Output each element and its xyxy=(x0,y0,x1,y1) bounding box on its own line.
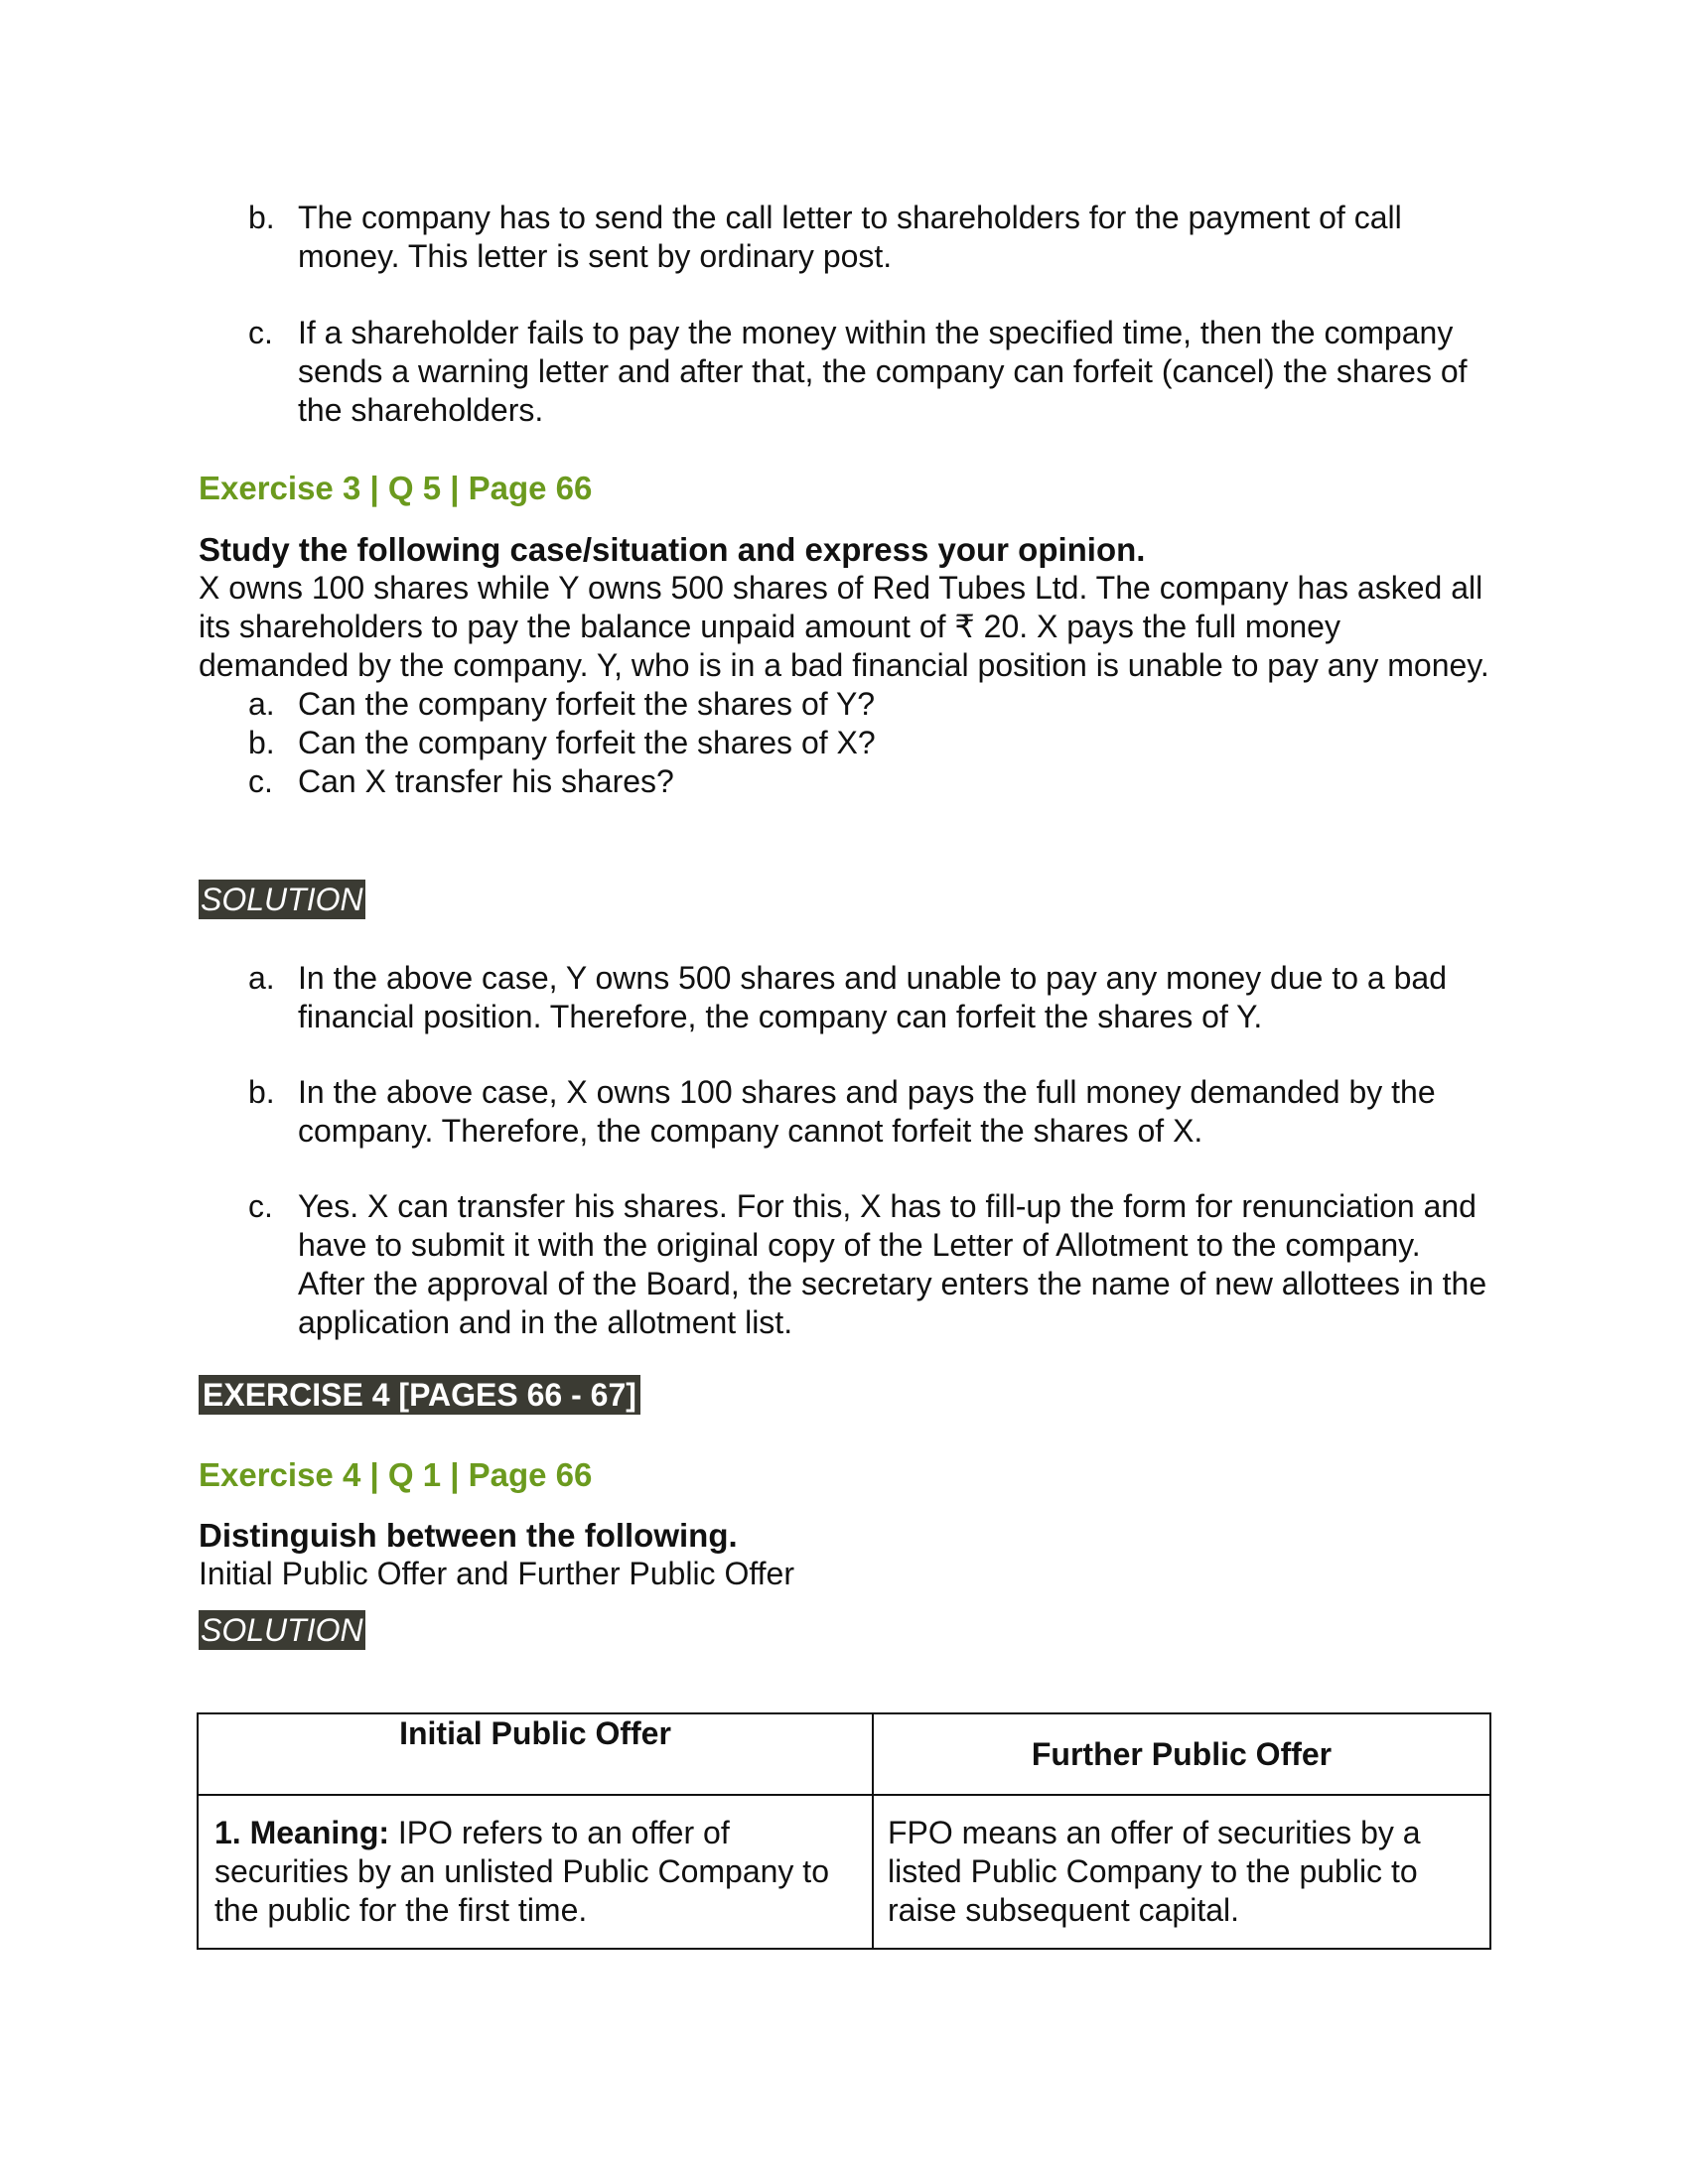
list-marker: c. xyxy=(248,1188,273,1224)
top-list xyxy=(199,199,1489,430)
table-cell xyxy=(198,1795,873,1949)
list-marker: b. xyxy=(248,1074,275,1110)
list-item xyxy=(199,685,1489,724)
cell-text: IPO refers to an offer of securities by an unlisted Public Company to the public for the first time. xyxy=(214,1815,829,1928)
list-text: Can X transfer his shares? xyxy=(298,763,674,799)
comparison-table xyxy=(197,1712,1491,1950)
exercise-4-question xyxy=(199,1516,1489,1593)
row-label: 1. Meaning: xyxy=(214,1815,390,1850)
list-marker: b. xyxy=(248,725,275,760)
table-header-row xyxy=(198,1713,1490,1795)
list-text: In the above case, X owns 100 shares and pays the full money demanded by the company. Therefore, the company cannot forfeit the shares of X. xyxy=(298,1074,1436,1149)
list-marker: a. xyxy=(248,960,275,996)
table-cell: FPO means an offer of securities by a listed Public Company to the public to raise subsequent capital. xyxy=(873,1795,1490,1949)
list-item xyxy=(199,724,1489,762)
list-marker: c. xyxy=(248,315,273,350)
table-header-cell: Initial Public Offer xyxy=(198,1713,873,1795)
list-text: If a shareholder fails to pay the money within the specified time, then the company sends a warning letter and after that, the company can forfeit (cancel) the shares of the shareholders. xyxy=(298,315,1468,428)
list-item xyxy=(199,199,1489,276)
list-text: The company has to send the call letter to shareholders for the payment of call money. This letter is sent by ordinary post. xyxy=(298,200,1402,274)
list-item xyxy=(199,959,1489,1036)
exercise-4-banner: EXERCISE 4 [PAGES 66 - 67] xyxy=(199,1375,640,1415)
list-text: Yes. X can transfer his shares. For this, X has to fill-up the form for renunciation and have to submit it with the original copy of the Letter of Allotment to the company. After the approval of the Board, the secretary enters the name of new allottees in the application and in the allotment list. xyxy=(298,1188,1487,1340)
exercise-3-heading: Exercise 3 | Q 5 | Page 66 xyxy=(199,470,593,506)
list-marker: a. xyxy=(248,686,275,722)
list-marker: c. xyxy=(248,763,273,799)
question-title: Distinguish between the following. xyxy=(199,1517,738,1554)
list-text: In the above case, Y owns 500 shares and unable to pay any money due to a bad financial position. Therefore, the company can forfeit the shares of Y. xyxy=(298,960,1447,1034)
table-row xyxy=(198,1795,1490,1949)
exercise-4-heading: Exercise 4 | Q 1 | Page 66 xyxy=(199,1456,593,1493)
question-body: X owns 100 shares while Y owns 500 shares of Red Tubes Ltd. The company has asked all its shareholders to pay the balance unpaid amount of ₹ 20. X pays the full money demanded by the company. Y, who is in a bad financial position is unable to pay any money. xyxy=(199,570,1489,683)
list-item xyxy=(199,314,1489,430)
answer-list xyxy=(199,959,1489,1342)
list-item xyxy=(199,762,1489,801)
exercise-3-question xyxy=(199,530,1489,801)
question-title: Study the following case/situation and express your opinion. xyxy=(199,531,1146,568)
list-text: Can the company forfeit the shares of X? xyxy=(298,725,876,760)
table-header-cell: Further Public Offer xyxy=(873,1713,1490,1795)
list-marker: b. xyxy=(248,200,275,235)
solution-badge: SOLUTION xyxy=(201,1612,363,1648)
solution-badge: SOLUTION xyxy=(201,882,363,917)
list-item xyxy=(199,1073,1489,1151)
list-text: Can the company forfeit the shares of Y? xyxy=(298,686,876,722)
list-item xyxy=(199,1187,1489,1342)
question-body: Initial Public Offer and Further Public Offer xyxy=(199,1556,794,1591)
sub-question-list xyxy=(199,685,1489,801)
